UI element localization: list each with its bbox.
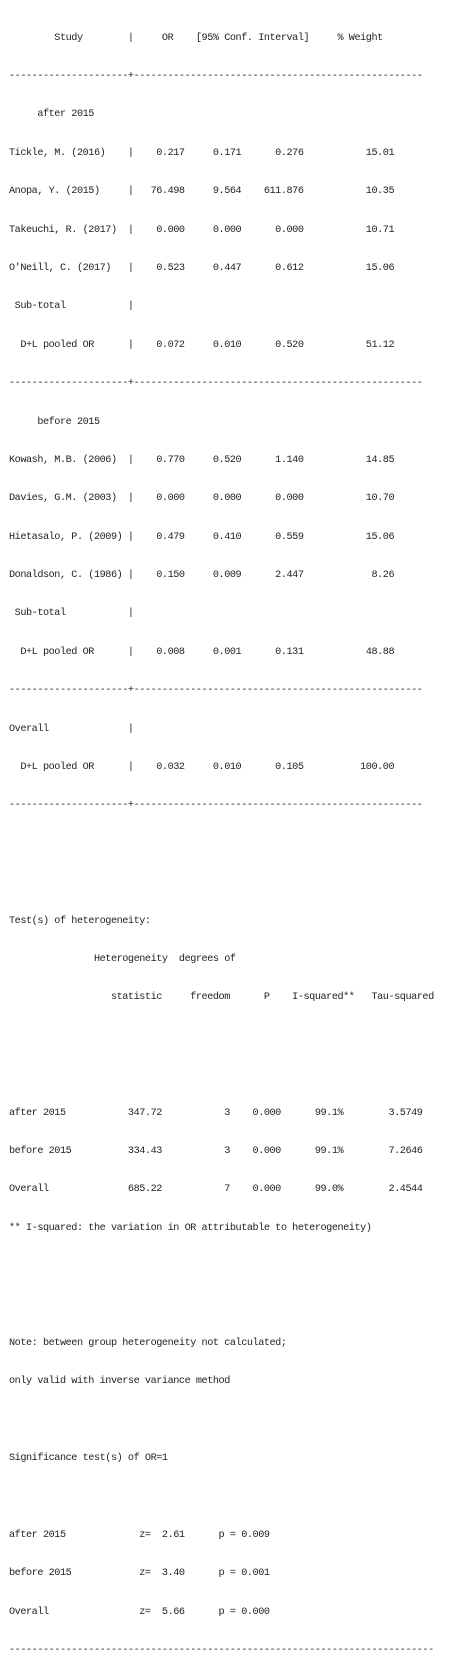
table-row: O'Neill, C. (2017) | 0.523 0.447 0.612 15.06 <box>9 262 395 274</box>
blank-line <box>9 839 434 852</box>
heterogeneity-row: before 2015 334.43 3 0.000 99.1% 7.2646 <box>9 1145 423 1157</box>
blank-line <box>9 877 434 890</box>
table-row: Kowash, M.B. (2006) | 0.770 0.520 1.140 14.85 <box>9 454 395 466</box>
subtotal-label: Sub-total | <box>9 301 134 313</box>
table-header: Study | OR [95% Conf. Interval] % Weight <box>9 32 383 44</box>
table-row: Donaldson, C. (1986) | 0.150 0.009 2.447 8.26 <box>9 570 395 582</box>
pooled-or-row: D+L pooled OR | 0.032 0.010 0.105 100.00 <box>9 762 395 774</box>
heterogeneity-row: after 2015 347.72 3 0.000 99.1% 3.5749 <box>9 1107 423 1119</box>
table-row: Hietasalo, P. (2009) | 0.479 0.410 0.559 15.06 <box>9 531 395 543</box>
divider: ---------------------+--------------------------------------------------- <box>9 70 423 82</box>
table-row: Takeuchi, R. (2017) | 0.000 0.000 0.000 10.71 <box>9 224 395 236</box>
divider: ---------------------+--------------------------------------------------- <box>9 378 423 390</box>
divider: --------------------------------------------------------------------------- <box>9 1645 434 1656</box>
heterogeneity-header: Heterogeneity degrees of <box>9 953 236 965</box>
heterogeneity-row: Overall 685.22 7 0.000 99.0% 2.4544 <box>9 1184 423 1196</box>
significance-title: Significance test(s) of OR=1 <box>9 1453 168 1465</box>
overall-label: Overall | <box>9 723 134 735</box>
blank-line <box>9 1261 434 1274</box>
blank-line <box>9 1069 434 1082</box>
significance-row: after 2015 z= 2.61 p = 0.009 <box>9 1529 270 1541</box>
note-line: only valid with inverse variance method <box>9 1376 230 1388</box>
divider: ---------------------+--------------------------------------------------- <box>9 800 423 812</box>
blank-line <box>9 1491 434 1504</box>
heterogeneity-header: statistic freedom P I-squared** Tau-squared <box>9 992 434 1004</box>
divider: ---------------------+--------------------------------------------------- <box>9 685 423 697</box>
note-line: Note: between group heterogeneity not calculated; <box>9 1337 287 1349</box>
significance-row: Overall z= 5.66 p = 0.000 <box>9 1606 270 1618</box>
table-row: Anopa, Y. (2015) | 76.498 9.564 611.876 10.35 <box>9 186 395 198</box>
blank-line <box>9 1415 434 1428</box>
pooled-or-row: D+L pooled OR | 0.008 0.001 0.131 48.88 <box>9 646 395 658</box>
meta-analysis-output <box>9 7 434 1671</box>
heterogeneity-title: Test(s) of heterogeneity: <box>9 915 151 927</box>
blank-line <box>9 1299 434 1312</box>
group-heading-after-2015: after 2015 <box>9 109 94 121</box>
table-row: Davies, G.M. (2003) | 0.000 0.000 0.000 10.70 <box>9 493 395 505</box>
blank-line <box>9 1031 434 1044</box>
subtotal-label: Sub-total | <box>9 608 134 620</box>
footnote: ** I-squared: the variation in OR attributable to heterogeneity) <box>9 1222 372 1234</box>
significance-row: before 2015 z= 3.40 p = 0.001 <box>9 1568 270 1580</box>
pooled-or-row: D+L pooled OR | 0.072 0.010 0.520 51.12 <box>9 339 395 351</box>
group-heading-before-2015: before 2015 <box>9 416 100 428</box>
table-row: Tickle, M. (2016) | 0.217 0.171 0.276 15.01 <box>9 147 395 159</box>
